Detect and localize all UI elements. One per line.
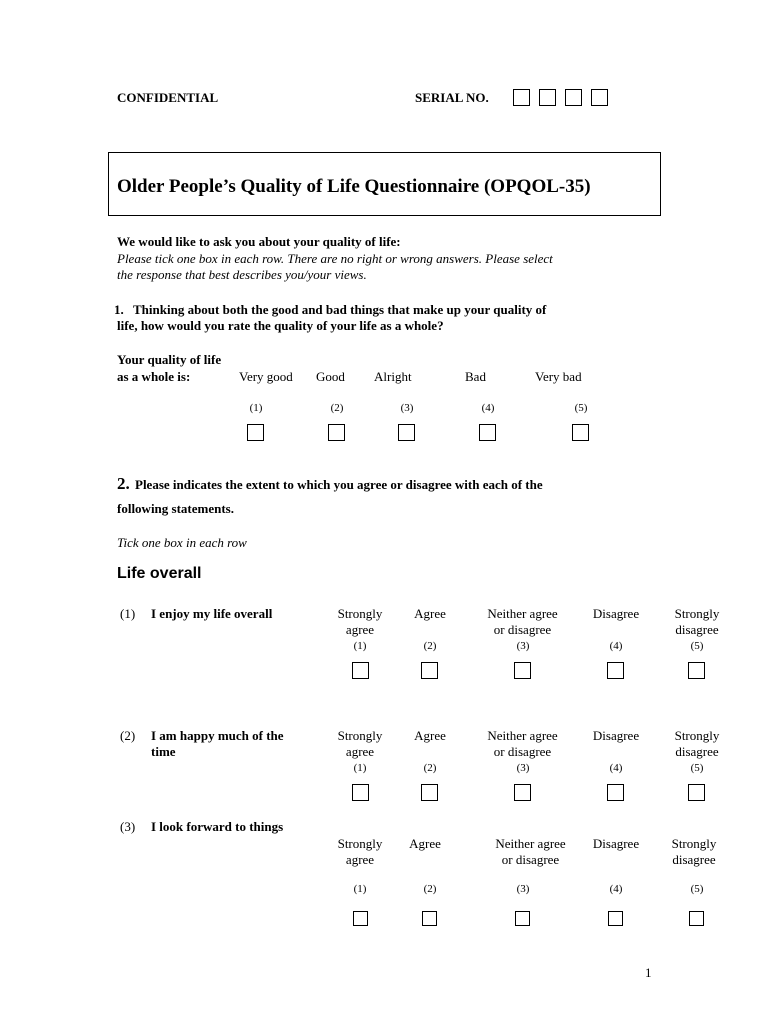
item2-checkbox-disagree[interactable] — [607, 784, 624, 801]
item2-code-5: (5) — [690, 762, 704, 774]
confidential-label: CONFIDENTIAL — [117, 90, 219, 105]
item2-checkbox-agree[interactable] — [421, 784, 438, 801]
serial-digit-box-3[interactable] — [565, 89, 582, 106]
item3-code-4: (4) — [609, 883, 623, 895]
q1-option-very-bad: Very bad — [535, 369, 582, 384]
q1-code-4: (4) — [481, 402, 495, 414]
item2-checkbox-neither[interactable] — [514, 784, 531, 801]
q1-code-1: (1) — [249, 402, 263, 414]
item2-label-strongly-disagree — [662, 728, 732, 760]
item3-label-strongly-disagree-l1: Strongly — [671, 836, 717, 851]
item1-label-neither — [470, 606, 575, 638]
q1-checkbox-alright[interactable] — [398, 424, 415, 441]
item1-checkbox-disagree[interactable] — [607, 662, 624, 679]
item1-code-5: (5) — [690, 640, 704, 652]
q1-code-3: (3) — [400, 402, 414, 414]
item3-label-neither-l1: Neither agree — [495, 836, 566, 851]
item1-checkbox-neither[interactable] — [514, 662, 531, 679]
intro-heading: We would like to ask you about your quality of life: — [117, 234, 401, 249]
q2-text-line2: following statements. — [117, 501, 234, 516]
item2-code-2: (2) — [423, 762, 437, 774]
item1-number: (1) — [120, 606, 136, 621]
item2-label-neither — [470, 728, 575, 760]
item3-label-neither — [478, 836, 583, 868]
item2-label-strongly-agree — [325, 728, 395, 760]
item3-number: (3) — [120, 819, 136, 834]
item1-label-strongly-agree-l2: agree — [345, 622, 375, 637]
q1-code-5: (5) — [574, 402, 588, 414]
item1-label-strongly-disagree-l1: Strongly — [674, 606, 720, 621]
item3-checkbox-strongly-disagree[interactable] — [689, 911, 704, 926]
item3-label-strongly-disagree — [659, 836, 729, 868]
item3-code-3: (3) — [516, 883, 530, 895]
item3-code-5: (5) — [690, 883, 704, 895]
q1-label-line2: as a whole is: — [117, 369, 191, 384]
item1-label-neither-l1: Neither agree — [487, 606, 558, 621]
q1-option-good: Good — [316, 369, 345, 384]
q2-text-line1: Please indicates the extent to which you agree or disagree with each of the — [135, 477, 543, 492]
item2-label-neither-l2: or disagree — [493, 744, 552, 759]
q1-option-bad: Bad — [465, 369, 486, 384]
item1-label-strongly-agree — [325, 606, 395, 638]
item1-label-strongly-agree-l1: Strongly — [337, 606, 383, 621]
item2-checkbox-strongly-agree[interactable] — [352, 784, 369, 801]
item1-text: I enjoy my life overall — [151, 606, 273, 621]
item1-code-4: (4) — [609, 640, 623, 652]
page-title: Older People’s Quality of Life Questionnaire (OPQOL-35) — [117, 176, 591, 197]
intro-instruction-line2: the response that best describes you/your views. — [117, 267, 367, 282]
item2-code-3: (3) — [516, 762, 530, 774]
item1-code-3: (3) — [516, 640, 530, 652]
item2-label-disagree: Disagree — [592, 728, 640, 743]
item3-label-strongly-agree — [325, 836, 395, 868]
section-title: Life overall — [117, 565, 202, 582]
item2-label-neither-l1: Neither agree — [487, 728, 558, 743]
q1-text-line2: life, how would you rate the quality of your life as a whole? — [117, 318, 444, 333]
item2-label-agree: Agree — [414, 728, 446, 743]
serial-no-label: SERIAL NO. — [415, 90, 489, 105]
item1-label-strongly-disagree-l2: disagree — [675, 622, 719, 637]
q2-number: 2. — [117, 474, 130, 493]
item1-checkbox-strongly-agree[interactable] — [352, 662, 369, 679]
q1-checkbox-good[interactable] — [328, 424, 345, 441]
item3-label-strongly-disagree-l2: disagree — [672, 852, 716, 867]
item1-checkbox-agree[interactable] — [421, 662, 438, 679]
item2-checkbox-strongly-disagree[interactable] — [688, 784, 705, 801]
item3-checkbox-strongly-agree[interactable] — [353, 911, 368, 926]
item3-checkbox-disagree[interactable] — [608, 911, 623, 926]
item1-label-disagree: Disagree — [592, 606, 640, 621]
item3-label-disagree: Disagree — [592, 836, 640, 851]
item3-code-2: (2) — [423, 883, 437, 895]
item3-label-agree: Agree — [409, 836, 441, 851]
serial-digit-box-1[interactable] — [513, 89, 530, 106]
item1-code-1: (1) — [353, 640, 367, 652]
item1-label-strongly-disagree — [662, 606, 732, 638]
item3-label-neither-l2: or disagree — [501, 852, 560, 867]
serial-digit-box-2[interactable] — [539, 89, 556, 106]
item2-label-strongly-agree-l1: Strongly — [337, 728, 383, 743]
q1-option-very-good: Very good — [239, 369, 293, 384]
item3-checkbox-agree[interactable] — [422, 911, 437, 926]
item2-text-line1: I am happy much of the — [151, 728, 284, 743]
item3-label-strongly-agree-l1: Strongly — [337, 836, 383, 851]
item3-text: I look forward to things — [151, 819, 284, 834]
q1-checkbox-very-good[interactable] — [247, 424, 264, 441]
q1-checkbox-very-bad[interactable] — [572, 424, 589, 441]
q2-instruction: Tick one box in each row — [117, 535, 247, 550]
item2-label-strongly-disagree-l1: Strongly — [674, 728, 720, 743]
item1-checkbox-strongly-disagree[interactable] — [688, 662, 705, 679]
item1-label-neither-l2: or disagree — [493, 622, 552, 637]
item1-code-2: (2) — [423, 640, 437, 652]
item3-checkbox-neither[interactable] — [515, 911, 530, 926]
q1-text-line1: Thinking about both the good and bad things that make up your quality of — [133, 302, 547, 317]
item2-label-strongly-agree-l2: agree — [345, 744, 375, 759]
item2-number: (2) — [120, 728, 136, 743]
q1-option-alright: Alright — [374, 369, 412, 384]
q1-code-2: (2) — [330, 402, 344, 414]
item3-code-1: (1) — [353, 883, 367, 895]
intro-instruction-line1: Please tick one box in each row. There are no right or wrong answers. Please select — [117, 251, 553, 266]
q1-number: 1. — [114, 302, 124, 317]
item2-label-strongly-disagree-l2: disagree — [675, 744, 719, 759]
q1-checkbox-bad[interactable] — [479, 424, 496, 441]
q1-label-line1: Your quality of life — [117, 352, 222, 367]
item1-label-agree: Agree — [414, 606, 446, 621]
page-number: 1 — [645, 965, 652, 980]
item2-text-line2: time — [151, 744, 176, 759]
item2-code-1: (1) — [353, 762, 367, 774]
item2-code-4: (4) — [609, 762, 623, 774]
serial-digit-box-4[interactable] — [591, 89, 608, 106]
item3-label-strongly-agree-l2: agree — [345, 852, 375, 867]
